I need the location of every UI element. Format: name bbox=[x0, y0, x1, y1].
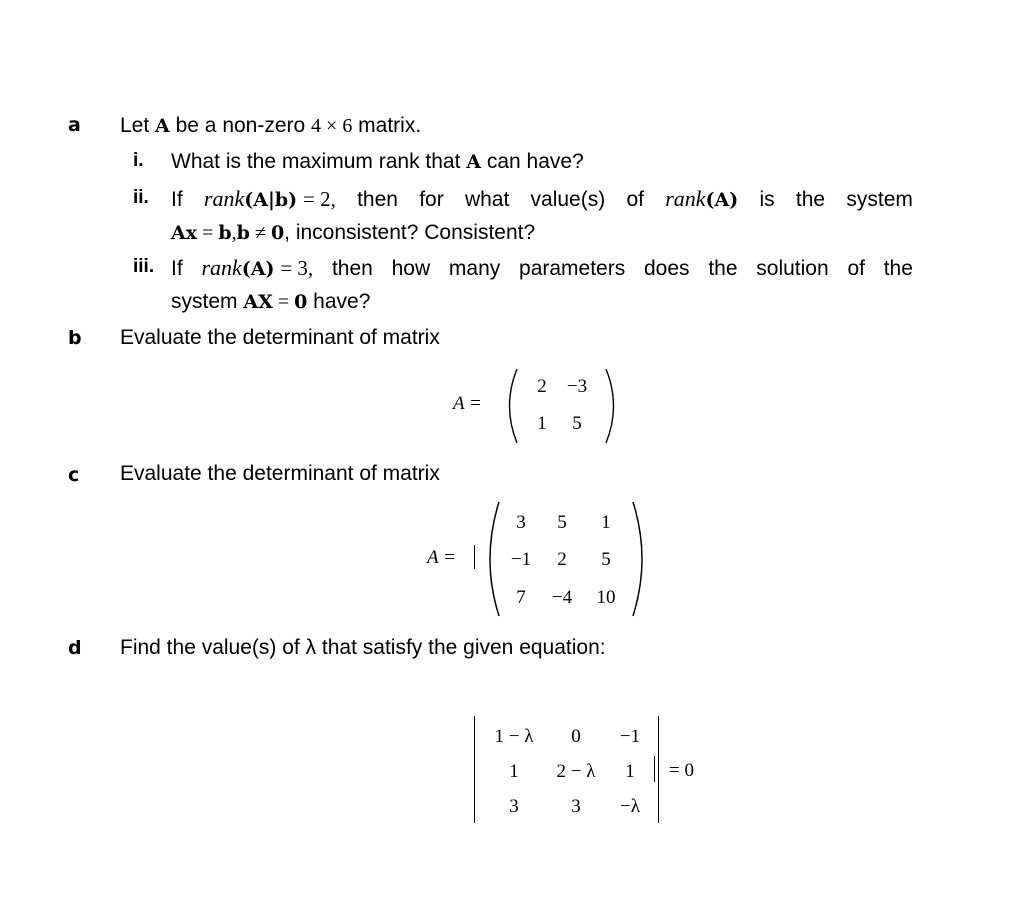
subquestion-i-text bbox=[171, 150, 584, 174]
matrix-cell: 3 bbox=[571, 796, 581, 817]
determinant-left-bar bbox=[474, 716, 475, 823]
word-is: is bbox=[759, 188, 775, 211]
equation-Ax: Ax bbox=[171, 222, 198, 244]
word: solution bbox=[756, 257, 829, 280]
matrix-cell: −3 bbox=[566, 376, 588, 397]
part-b-right-paren bbox=[603, 367, 623, 445]
part-c-matrix-lhs: A = bbox=[427, 547, 456, 568]
subquestion-iii-line-2-text-2: have? bbox=[307, 290, 371, 313]
subquestion-i-number: i. bbox=[133, 150, 144, 171]
equation-rhs: = 0 bbox=[669, 760, 694, 781]
matrix-cell: 5 bbox=[557, 512, 567, 533]
word-of: of bbox=[626, 188, 644, 211]
matrix-cell: 5 bbox=[601, 549, 611, 570]
matrix-cell: 2 bbox=[537, 376, 547, 397]
word-if: If bbox=[171, 188, 183, 211]
word-for: for bbox=[419, 188, 444, 211]
word-if: If bbox=[171, 257, 183, 280]
part-c-text: Evaluate the determinant of matrix bbox=[120, 462, 440, 485]
word-values: value(s) bbox=[530, 188, 606, 211]
matrix-cell: 1 bbox=[601, 512, 611, 533]
word: the bbox=[883, 257, 913, 280]
matrix-cell: 1 bbox=[537, 413, 547, 434]
matrix-cell: 0 bbox=[571, 726, 581, 747]
word-then: then bbox=[357, 188, 398, 211]
part-d-text: Find the value(s) of λ that satisfy the given equation: bbox=[120, 636, 606, 659]
part-c-right-paren bbox=[630, 500, 652, 618]
determinant-right-bar bbox=[658, 716, 659, 823]
matrix-cell: −λ bbox=[620, 796, 640, 817]
label-d: d bbox=[68, 637, 82, 659]
matrix-cell: 1 bbox=[625, 761, 635, 782]
matrix-cell: 7 bbox=[516, 587, 526, 608]
matrix-cell: 2 bbox=[557, 549, 567, 570]
matrix-cell: 5 bbox=[572, 413, 582, 434]
matrix-cell: 3 bbox=[516, 512, 526, 533]
subquestion-ii-line-1 bbox=[171, 186, 913, 212]
matrix-A-symbol: A bbox=[466, 151, 482, 173]
subquestion-iii-line-2: system AX = 0 have? bbox=[171, 290, 371, 313]
subquestion-ii-line-2-rest: , inconsistent? Consistent? bbox=[284, 221, 536, 244]
subquestion-i-text-1: What is the maximum rank that bbox=[171, 150, 467, 173]
word: does bbox=[644, 257, 690, 280]
matrix-cell: 10 bbox=[596, 587, 616, 608]
part-a-intro bbox=[120, 114, 421, 138]
matrix-cell: 3 bbox=[509, 796, 519, 817]
word-the: the bbox=[795, 188, 826, 211]
label-b: b bbox=[68, 327, 82, 349]
subquestion-iii-number: iii. bbox=[133, 256, 155, 277]
matrix-dimensions: 4 × 6 bbox=[311, 115, 353, 137]
matrix-cell: 2 − λ bbox=[556, 761, 596, 782]
part-b-matrix-lhs: A = bbox=[453, 393, 482, 414]
word: the bbox=[708, 257, 738, 280]
subquestion-ii-number: ii. bbox=[133, 187, 149, 208]
separator-line bbox=[474, 545, 475, 569]
word-what: what bbox=[464, 188, 510, 211]
matrix-cell: 1 − λ bbox=[494, 726, 534, 747]
matrix-cell: 1 bbox=[509, 761, 519, 782]
subquestion-ii-line-2: Ax = b,b ≠ 0, inconsistent? Consistent? bbox=[171, 221, 536, 244]
part-a-intro-text-1: Let bbox=[120, 114, 156, 137]
word: many bbox=[448, 257, 501, 280]
matrix-cell: −1 bbox=[619, 726, 641, 747]
label-c: c bbox=[68, 464, 80, 486]
word: how bbox=[391, 257, 431, 280]
word: then bbox=[331, 257, 373, 280]
rank-A-expression: rank(A) = 3, bbox=[201, 255, 314, 280]
part-a-intro-text-2: be a non-zero bbox=[169, 114, 312, 137]
subquestion-iii-line-1 bbox=[171, 255, 913, 281]
part-b-left-paren bbox=[500, 367, 520, 445]
word: parameters bbox=[519, 257, 626, 280]
word-system: system bbox=[846, 188, 913, 211]
rank-augmented-expression: rank(A|b) = 2, bbox=[203, 186, 336, 211]
equation-AX: AX bbox=[243, 291, 273, 313]
matrix-cell: −4 bbox=[551, 587, 573, 608]
rank-A-expression: rank(A) bbox=[665, 186, 739, 211]
separator-line bbox=[654, 756, 655, 782]
word: of bbox=[847, 257, 865, 280]
subquestion-i-text-2: can have? bbox=[481, 150, 584, 173]
subquestion-iii-line-2-text-1: system bbox=[171, 290, 244, 313]
part-b-text: Evaluate the determinant of matrix bbox=[120, 326, 440, 349]
part-a-intro-text-3: matrix. bbox=[352, 114, 422, 137]
label-a: a bbox=[68, 114, 81, 136]
part-c-left-paren bbox=[480, 500, 502, 618]
matrix-cell: −1 bbox=[510, 549, 532, 570]
matrix-A-symbol: A bbox=[155, 115, 170, 137]
